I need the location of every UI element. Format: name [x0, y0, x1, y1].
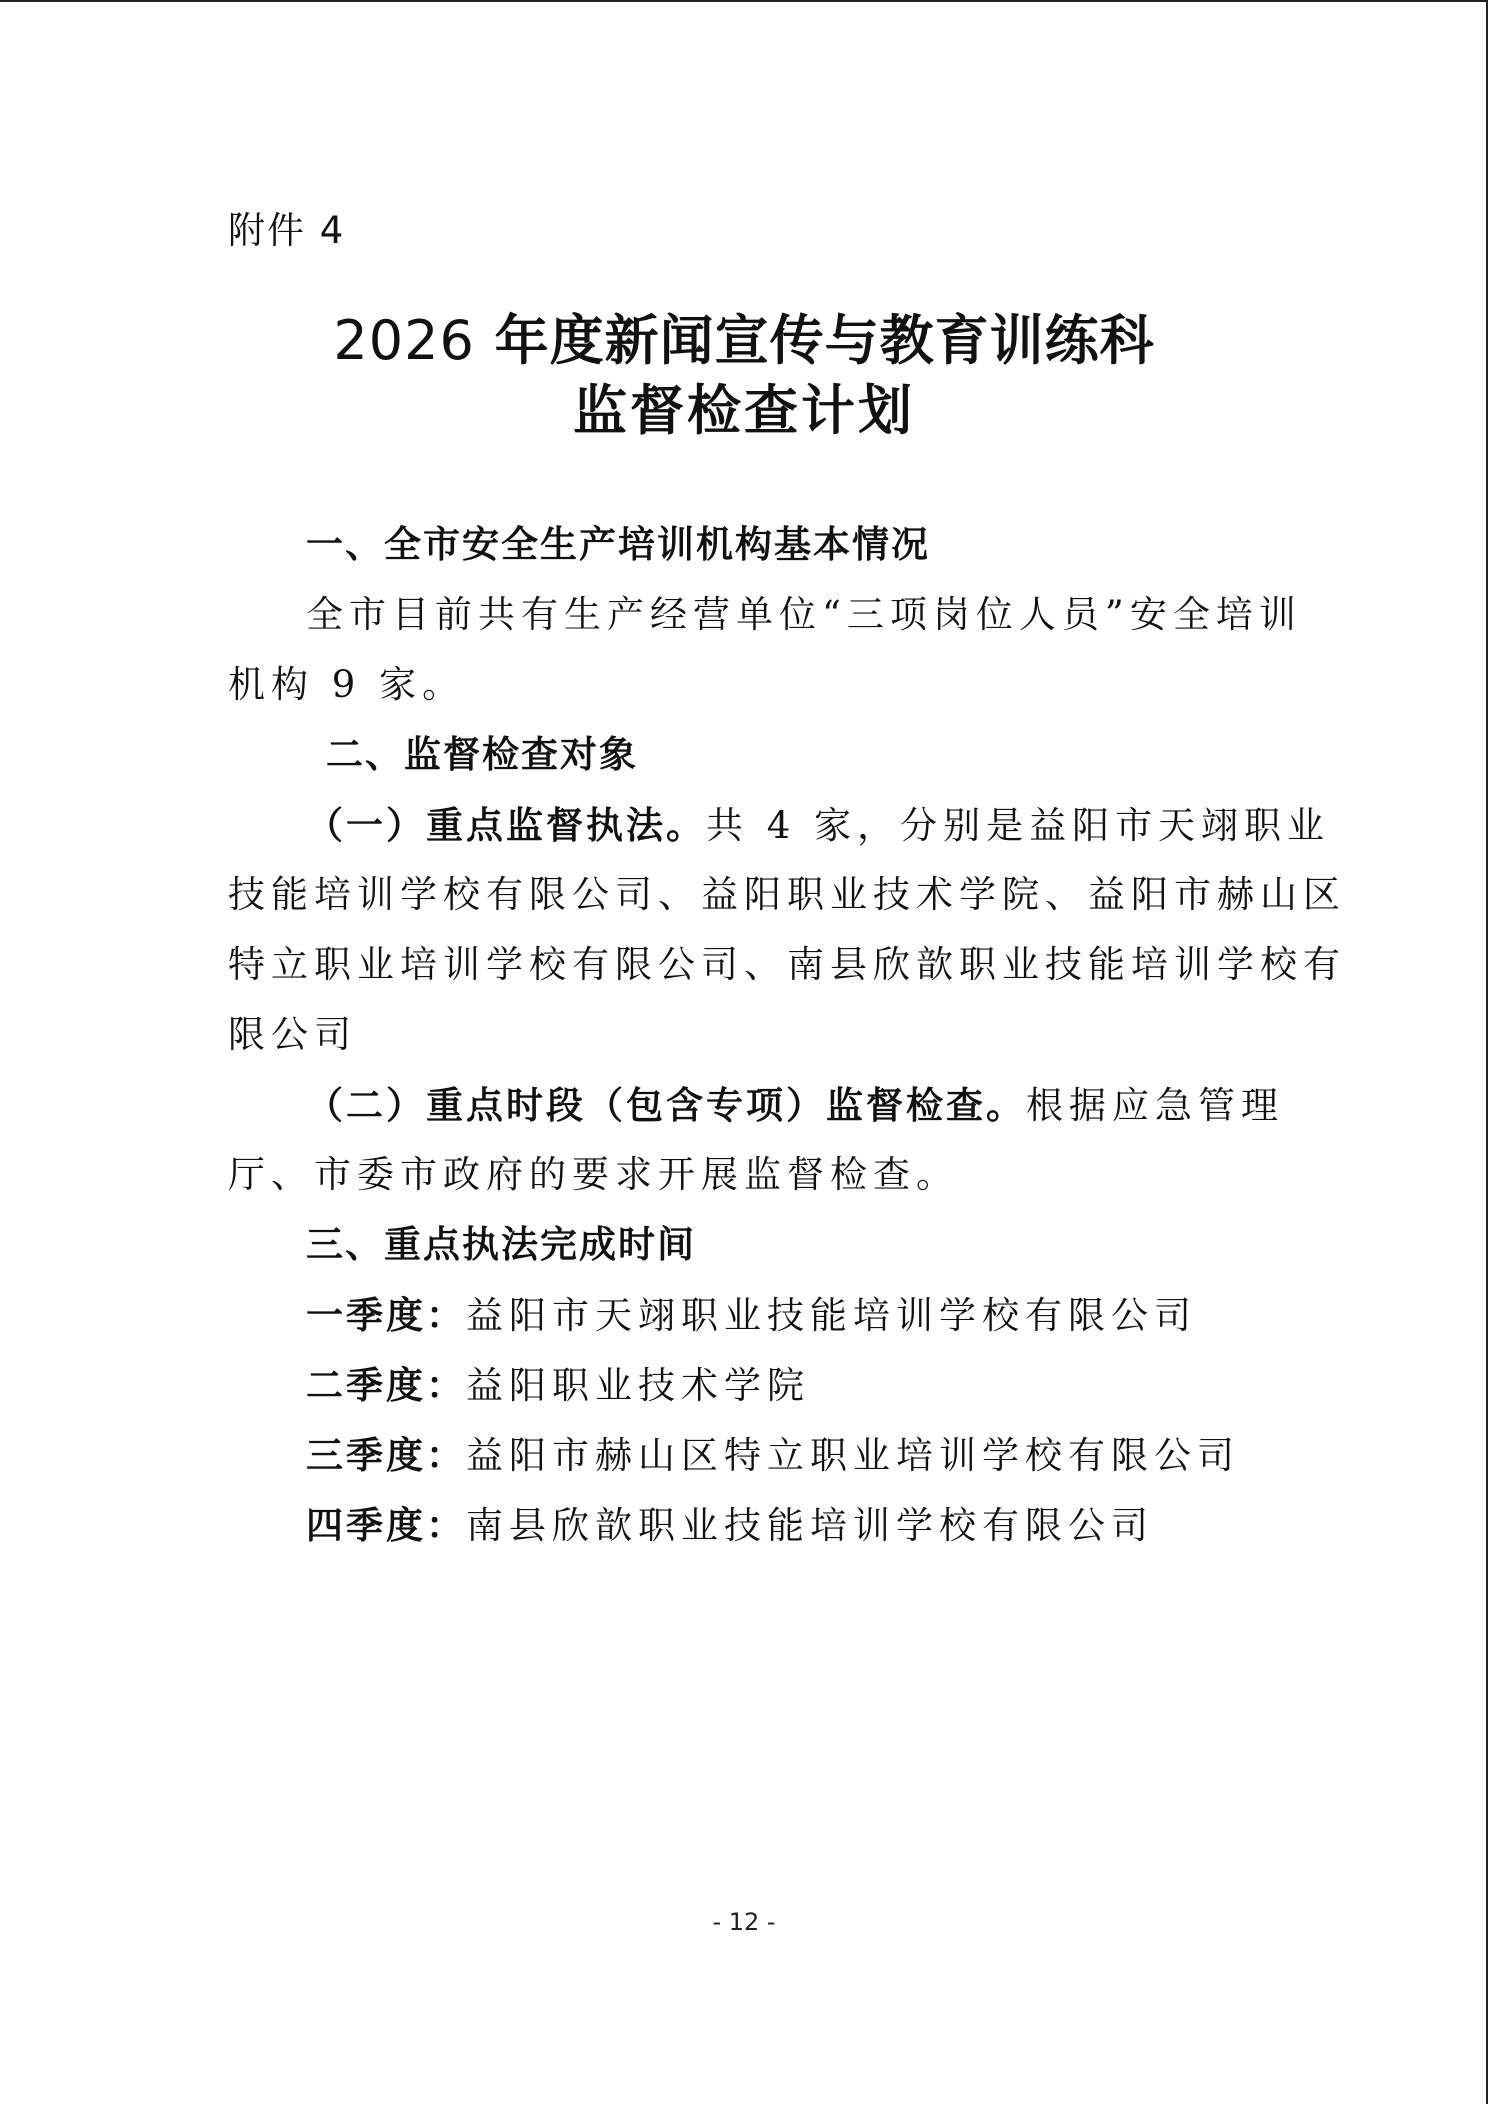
section-2-heading: 二、监督检查对象: [326, 733, 638, 776]
quarter-value: 益阳市赫山区特立职业培训学校有限公司: [466, 1434, 1240, 1477]
quarter-label: 四季度：: [306, 1503, 466, 1547]
quarter-row: [306, 1500, 1260, 1551]
section-2-item-1-line-2: 技能培训学校有限公司、益阳职业技术学院、益阳市赫山区: [228, 873, 1346, 916]
page-number: - 12 -: [712, 1908, 776, 1936]
section-2-item-1-line-1: [306, 800, 1331, 851]
document-title-line-1: [0, 298, 1488, 375]
section-1-paragraph-line-1: 全市目前共有生产经营单位“三项岗位人员”安全培训: [306, 593, 1302, 636]
title-line-1-text: 年度新闻宣传与教育训练科: [474, 309, 1155, 372]
title-year: 2026: [333, 309, 475, 372]
quarter-value: 南县欣歆职业技能培训学校有限公司: [466, 1504, 1154, 1547]
quarter-row: [306, 1430, 1260, 1481]
item-2-text: 根据应急管理: [1026, 1084, 1284, 1127]
section-2-item-2-line-1: [306, 1080, 1284, 1131]
attachment-label: 附件 4: [228, 209, 346, 252]
item-2-label: （二）重点时段（包含专项）监督检查。: [306, 1083, 1026, 1127]
quarter-label: 三季度：: [306, 1433, 466, 1477]
document-title-line-2: 监督检查计划: [573, 379, 915, 442]
section-2-item-2-line-2: 厅、市委市政府的要求开展监督检查。: [228, 1153, 959, 1196]
section-3-heading: 三、重点执法完成时间: [306, 1223, 696, 1266]
section-2-item-1-line-3: 特立职业培训学校有限公司、南县欣歆职业技能培训学校有: [228, 943, 1346, 986]
quarter-row: [306, 1290, 1260, 1341]
section-1-paragraph-line-2: 机构 9 家。: [228, 663, 466, 706]
item-1-text: 共 4 家，分别是益阳市天翊职业: [706, 804, 1331, 847]
quarter-label: 二季度：: [306, 1363, 466, 1407]
section-1-heading: 一、全市安全生产培训机构基本情况: [306, 523, 930, 566]
quarter-row: [306, 1360, 1260, 1411]
quarter-value: 益阳职业技术学院: [466, 1364, 810, 1407]
quarter-label: 一季度：: [306, 1293, 466, 1337]
quarter-value: 益阳市天翊职业技能培训学校有限公司: [466, 1294, 1197, 1337]
item-1-label: （一）重点监督执法。: [306, 803, 706, 847]
section-2-item-1-line-4: 限公司: [228, 1013, 357, 1056]
